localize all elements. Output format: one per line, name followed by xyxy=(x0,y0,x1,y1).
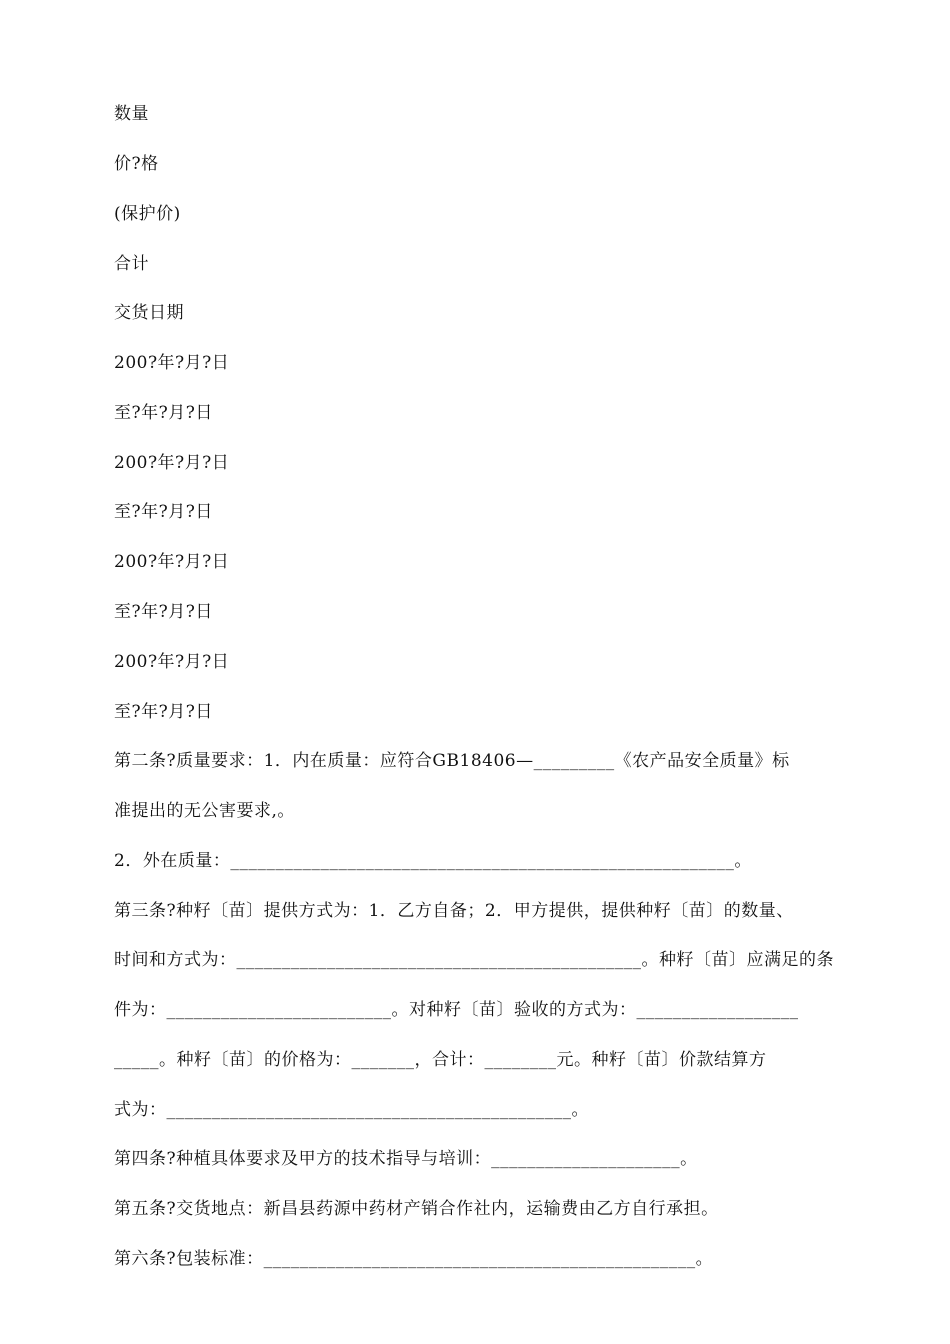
text-line-date-to-3: 至?年?月?日 xyxy=(114,602,213,622)
text-line-date-to-2: 至?年?月?日 xyxy=(114,502,213,522)
text-line-protected-price: (保护价) xyxy=(114,204,181,224)
clause-2-quality-line-2: 准提出的无公害要求,。 xyxy=(114,801,295,821)
text-line-date-to-1: 至?年?月?日 xyxy=(114,403,213,423)
clause-3-seed-line-1: 第三条?种籽〔苗〕提供方式为：1．乙方自备；2．甲方提供，提供种籽〔苗〕的数量、 xyxy=(114,901,794,921)
clause-6-packaging: 第六条?包装标准：________________________________________________。 xyxy=(114,1249,714,1269)
clause-3-seed-line-4: _____。种籽〔苗〕的价格为：_______，合计：________元。种籽〔苗〕价款结算方 xyxy=(114,1050,767,1070)
clause-2-quality-line-1: 第二条?质量要求：1．内在质量：应符合GB18406—_________《农产品安全质量》标 xyxy=(114,751,790,771)
clause-5-delivery: 第五条?交货地点：新昌县药源中药材产销合作社内，运输费由乙方自行承担。 xyxy=(114,1199,719,1219)
text-line-quantity: 数量 xyxy=(114,104,149,124)
clause-4-planting: 第四条?种植具体要求及甲方的技术指导与培训：_____________________。 xyxy=(114,1149,698,1169)
text-line-date-from-4: 200?年?月?日 xyxy=(114,652,230,672)
text-line-delivery-date: 交货日期 xyxy=(114,303,184,323)
text-line-date-to-4: 至?年?月?日 xyxy=(114,702,213,722)
clause-2-external-quality: 2．外在质量：________________________________________________________。 xyxy=(114,851,752,871)
text-line-date-from-1: 200?年?月?日 xyxy=(114,353,230,373)
text-line-date-from-2: 200?年?月?日 xyxy=(114,453,230,473)
text-line-date-from-3: 200?年?月?日 xyxy=(114,552,230,572)
text-line-total: 合计 xyxy=(114,254,149,274)
clause-3-seed-line-5: 式为：_____________________________________________。 xyxy=(114,1100,589,1120)
text-line-price: 价?格 xyxy=(114,154,159,174)
clause-3-seed-line-2: 时间和方式为：_____________________________________________。种籽〔苗〕应满足的条 xyxy=(114,950,834,970)
clause-3-seed-line-3: 件为：_________________________。对种籽〔苗〕验收的方式为：__________________ xyxy=(114,1000,799,1020)
